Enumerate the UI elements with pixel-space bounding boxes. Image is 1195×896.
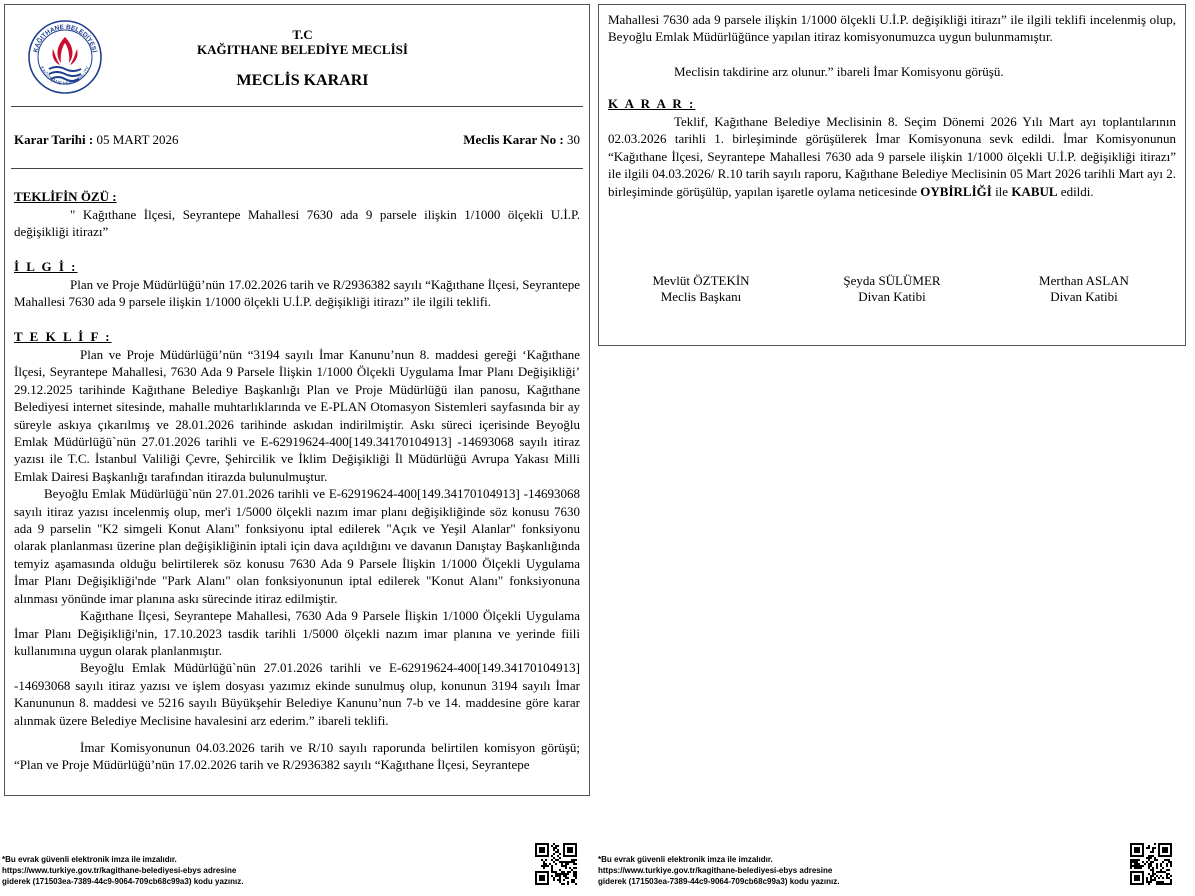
ilgi-text: Plan ve Proje Müdürlüğü’nün 17.02.2026 tarih ve R/2936382 sayılı “Kağıthane İlçesi, Seyrantepe Mahallesi 7630 ada 9 parsele ilişkin 1/1000 ölçekli U.İ.P. değişikliği itirazı” ile ilgili teklifi. <box>14 277 580 310</box>
teklif-paragraph-4: Beyoğlu Emlak Müdürlüğü`nün 27.01.2026 tarihli ve E-62919624-400[149.34170104913] -14693068 sayılı itiraz yazısı ve işlem dosyası yazımız ekinde sunulmuş olup, konunun 3194 sayılı İmar Kanununun 8. maddesi ve 5216 sayılı Büyükşehir Belediye Kanunu’nun 7-b ve 14. maddesine göre karar alınmak üzere Belediye Meclisine havalesini arz ederim.” ibareli teklifi. <box>14 660 580 728</box>
divider <box>11 106 583 107</box>
karar-text-body: Teklif, Kağıthane Belediye Meclisinin 8. Seçim Dönemi 2026 Yılı Mart ayı toplantılarının 02.03.2026 tarihli 1. birleşiminde görüşülerek İmar Komisyonuna sevk edildi. İmar Komisyonunun “Kağıthane İlçesi, Seyrantepe Mahallesi 7630 ada 9 parsele ilişkin 1/1000 ölçekli U.İ.P. değişikliği itirazı” ile ilgili 04.03.2026/ R.10 tarih sayılı raporu, Kağıthane Belediye Meclisinin 05 Mart 2026 tarihli Mart ayı 2. birleşiminde görüşülüp, yapılan işaretle oylama neticesinde <box>608 114 1176 199</box>
decision-number-label: Meclis Karar No : <box>463 132 564 147</box>
karar-text-connector: ile <box>991 183 1012 199</box>
signatory-name: Mevlüt ÖZTEKİN <box>652 273 750 288</box>
footer-verify-link[interactable]: https://www.turkiye.gov.tr/kagithane-belediyesi-ebys adresine <box>598 866 833 875</box>
footer-line-1: *Bu evrak güvenli elektronik imza ile imzalıdır. <box>2 855 177 864</box>
signature-block <box>616 273 786 305</box>
teklif-paragraph-1: Plan ve Proje Müdürlüğü’nün “3194 sayılı İmar Kanunu’nun 8. maddesi gereği ‘Kağıthane İlçesi, Seyrantepe Mahallesi, 7630 Ada 9 Parsele İlişkin 1/1000 Ölçekli Uygulama İmar Planı Değişikliği’ 29.12.2025 tarihinde Kağıthane Belediye Başkanlığı Plan ve Proje Müdürlüğü ilan panosu, Kağıthane Belediyesi internet sitesinde, mahalle muhtarlıklarında ve E-PLAN Otomasyon Sistemleri sayfasında bir ay süreyle askıya çıkarılmış ve 28.01.2026 tarihinde askıdan indirilmiştir. Askı süreci içerisinde Beyoğlu Emlak Müdürlüğü`nün 27.01.2026 tarihli ve E-62919624-400[149.34170104913] -14693068 sayılı itiraz yazısı ile T.C. İstanbul Valiliği Çevre, Şehircilik ve İklim Değişikliği İl Müdürlüğü Avrupa Yakası Milli Emlak Dairesi Başkanlığı tarafından itirazda bulunulmuştur. <box>14 347 580 484</box>
decision-date <box>14 132 179 148</box>
decision-number-value: 30 <box>563 132 580 147</box>
decision-date-label: Karar Tarihi : <box>14 132 94 147</box>
e-signature-footer <box>598 854 839 887</box>
municipality-logo <box>27 19 103 95</box>
header-organization: KAĞITHANE BELEDİYE MECLİSİ <box>197 42 408 57</box>
signatory-role: Divan Katibi <box>858 289 926 304</box>
karar-unanimous: OYBİRLİĞİ <box>920 183 992 199</box>
footer-line-3: giderek (171503ea-7389-44c9-9064-709cb68c99a3) kodu yazınız. <box>2 877 244 886</box>
footer-line-3: giderek (171503ea-7389-44c9-9064-709cb68c99a3) kodu yazınız. <box>598 877 840 886</box>
karar-accepted: KABUL <box>1011 183 1058 199</box>
page-title: MECLİS KARARI <box>236 72 369 89</box>
teklifin-ozu-text: " Kağıthane İlçesi, Seyrantepe Mahallesi 7630 ada 9 parsele ilişkin 1/1000 ölçekli U.İ.P. değişikliği itirazı” <box>14 207 580 240</box>
section-title-karar: K A R A R : <box>608 96 696 111</box>
svg-text:KAĞITHANE MUNICIPALITY: KAĞITHANE MUNICIPALITY <box>38 65 92 88</box>
teklif-paragraph-3: Kağıthane İlçesi, Seyrantepe Mahallesi, 7630 Ada 9 Parsele İlişkin 1/1000 Ölçekli Uygulama İmar Planı Değişikliği'nin, 17.10.2023 tasdik tarihli 1/5000 ölçekli nazım imar planına ve yerinde fiili kullanımına uygun olarak planlanmıştır. <box>14 608 580 658</box>
svg-text:KAĞITHANE BELEDİYESİ: KAĞITHANE BELEDİYESİ <box>32 23 98 54</box>
karar-text-end: edildi. <box>1057 183 1094 199</box>
footer-verify-link[interactable]: https://www.turkiye.gov.tr/kagithane-belediyesi-ebys adresine <box>2 866 237 875</box>
signatory-role: Meclis Başkanı <box>660 289 742 304</box>
section-title-teklif: T E K L İ F : <box>14 329 112 344</box>
signature-block <box>807 273 977 305</box>
decision-page-1 <box>4 4 590 796</box>
signatory-name: Şeyda SÜLÜMER <box>843 273 941 288</box>
header-tc: T.C <box>292 27 313 42</box>
section-title-teklifin-ozu: TEKLİFİN ÖZÜ : <box>14 189 117 204</box>
teklif-paragraph-5: İmar Komisyonunun 04.03.2026 tarih ve R/10 sayılı raporunda belirtilen komisyon görüşü; “Plan ve Proje Müdürlüğü’nün 17.02.2026 tarih ve R/2936382 sayılı “Kağıthane İlçesi, Seyrantepe <box>14 739 580 773</box>
signatory-role: Divan Katibi <box>1050 289 1118 304</box>
qr-code-icon[interactable] <box>535 843 577 885</box>
signature-block <box>999 273 1169 305</box>
qr-code-icon[interactable] <box>1130 843 1172 885</box>
karar-text <box>608 113 1176 200</box>
teklif-body <box>14 346 580 774</box>
teklif-paragraph-2: Beyoğlu Emlak Müdürlüğü`nün 27.01.2026 tarihli ve E-62919624-400[149.34170104913] -14693068 sayılı itiraz yazısı incelenmiş olup, mer'i 1/5000 ölçekli nazım imar planı değişikliğinde söz konusu 7630 ada 9 parselin "K2 simgeli Konut Alanı" fonksiyonu iptal edilerek "Açık ve Yeşil Alanlar" fonksiyonu olarak planlanması üzerine plan değişikliğinin iptali için dava açıldığını ve davanın Danıştay Başkanlığında temyiz aşamasında olduğu belirtilerek söz konusu 7630 Ada 9 Parsele İlişkin 1/1000 Ölçekli Uygulama İmar Planı Değişikliği'nde "Park Alanı" olan fonksiyonunun iptal edilerek "Konut Alanı" fonksiyonuna alınması yönünde imar planına askı sürecinde itiraz edilmiştir. <box>14 486 580 606</box>
decision-number <box>463 132 580 148</box>
decision-page-2 <box>598 4 1186 346</box>
signatory-name: Merthan ASLAN <box>1039 273 1129 288</box>
section-title-ilgi: İ L G İ : <box>14 259 78 274</box>
divider <box>11 168 583 169</box>
footer-line-1: *Bu evrak güvenli elektronik imza ile imzalıdır. <box>598 855 773 864</box>
e-signature-footer <box>2 854 243 887</box>
commission-opinion-continued: Mahallesi 7630 ada 9 parsele ilişkin 1/1000 ölçekli U.İ.P. değişikliği itirazı” ile ilgili teklifi incelenmiş olup, Beyoğlu Emlak Müdürlüğünce yapılan itiraz komisyonumuzca uygun bulunmamıştır. <box>608 12 1176 45</box>
decision-date-value: 05 MART 2026 <box>93 132 179 147</box>
commission-opinion-closing: Meclisin takdirine arz olunur.” ibareli İmar Komisyonu görüşü. <box>674 64 1004 79</box>
